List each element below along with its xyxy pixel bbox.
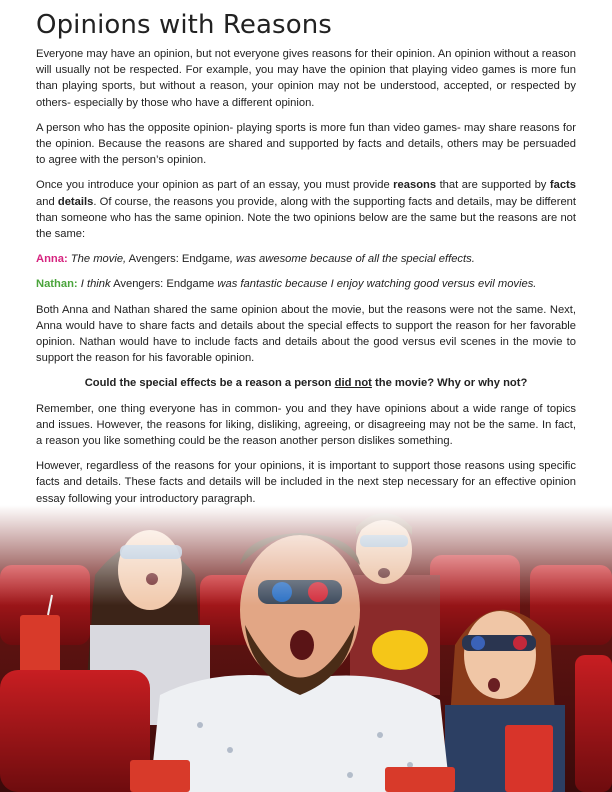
nathan-label: Nathan:: [36, 278, 78, 291]
anna-opinion: [36, 251, 576, 267]
keyword-details: details: [57, 195, 94, 208]
paragraph-6: However, regardless of the reasons for your opinions, it is important to support those reasons using specific facts and details. These facts and details will be included in the next step necessary for an effective opinion essay following your introductory paragraph.: [36, 460, 576, 505]
nathan-text-1: I think: [77, 278, 111, 291]
anna-label: Anna:: [36, 253, 68, 266]
p3-text-c: that are supported by: [436, 179, 550, 192]
movie-audience-photo: [0, 505, 612, 792]
nathan-text-2: was fantastic because I enjoy watching good versus evil movies.: [214, 278, 537, 291]
question-text-c: the movie? Why or why not?: [371, 377, 528, 390]
page-title: Opinions with Reasons: [36, 10, 332, 40]
question-underlined: did not: [334, 377, 372, 390]
nathan-opinion: [36, 276, 576, 292]
discussion-question: [36, 375, 576, 391]
paragraph-5: Remember, one thing everyone has in common- you and they have opinions about a wide range of topics and issues. However, the reasons for liking, disliking, agreeing, or disagreeing may not be the same. In fact, a reason you like something could be the reason another person dislikes something.: [36, 402, 576, 448]
anna-text-2: , was awesome because of all the special effects.: [229, 253, 475, 266]
p3-text-a: Once you introduce your opinion as part of an essay, you must provide: [36, 179, 394, 192]
p3-text-e: and: [36, 195, 58, 208]
article-text: [36, 10, 576, 516]
paragraph-3: [36, 177, 576, 242]
keyword-facts: facts: [549, 179, 576, 192]
paragraph-1: Everyone may have an opinion, but not everyone gives reasons for their opinion. An opinion without a reason will usually not be respected. For example, you may have the opinion that playing video games is more fun than playing sports, but without a reason, your opinion may not be understood, accepted, or respected by others- especially by those who have a different opinion.: [36, 48, 576, 109]
anna-movie-title: Avengers: Endgame: [126, 253, 230, 266]
paragraph-2: A person who has the opposite opinion- playing sports is more fun than video games- may share reasons for the opinion. Because the reasons are shared and supported by facts and details, others may be persuaded to agree with the person’s opinion.: [36, 121, 576, 167]
nathan-movie-title: Avengers: Endgame: [110, 278, 215, 291]
keyword-reasons: reasons: [393, 179, 437, 192]
anna-text-1: The movie,: [67, 253, 127, 266]
question-text-a: Could the special effects be a reason a person: [84, 377, 335, 390]
p3-text-g: . Of course, the reasons you provide, along with the supporting facts and details, may be different than someone who has the same opinion. Note the two opinions below are the same but the reasons are not the same:: [36, 195, 576, 241]
paragraph-4: Both Anna and Nathan shared the same opinion about the movie, but the reasons were not the same. Next, Anna would have to share facts and details about the special effects to support the reason for her favorable opinion. Nathan would have to include facts and details about the good versus evil scenes in the movie to support the reason for his favorable opinion.: [36, 303, 576, 365]
